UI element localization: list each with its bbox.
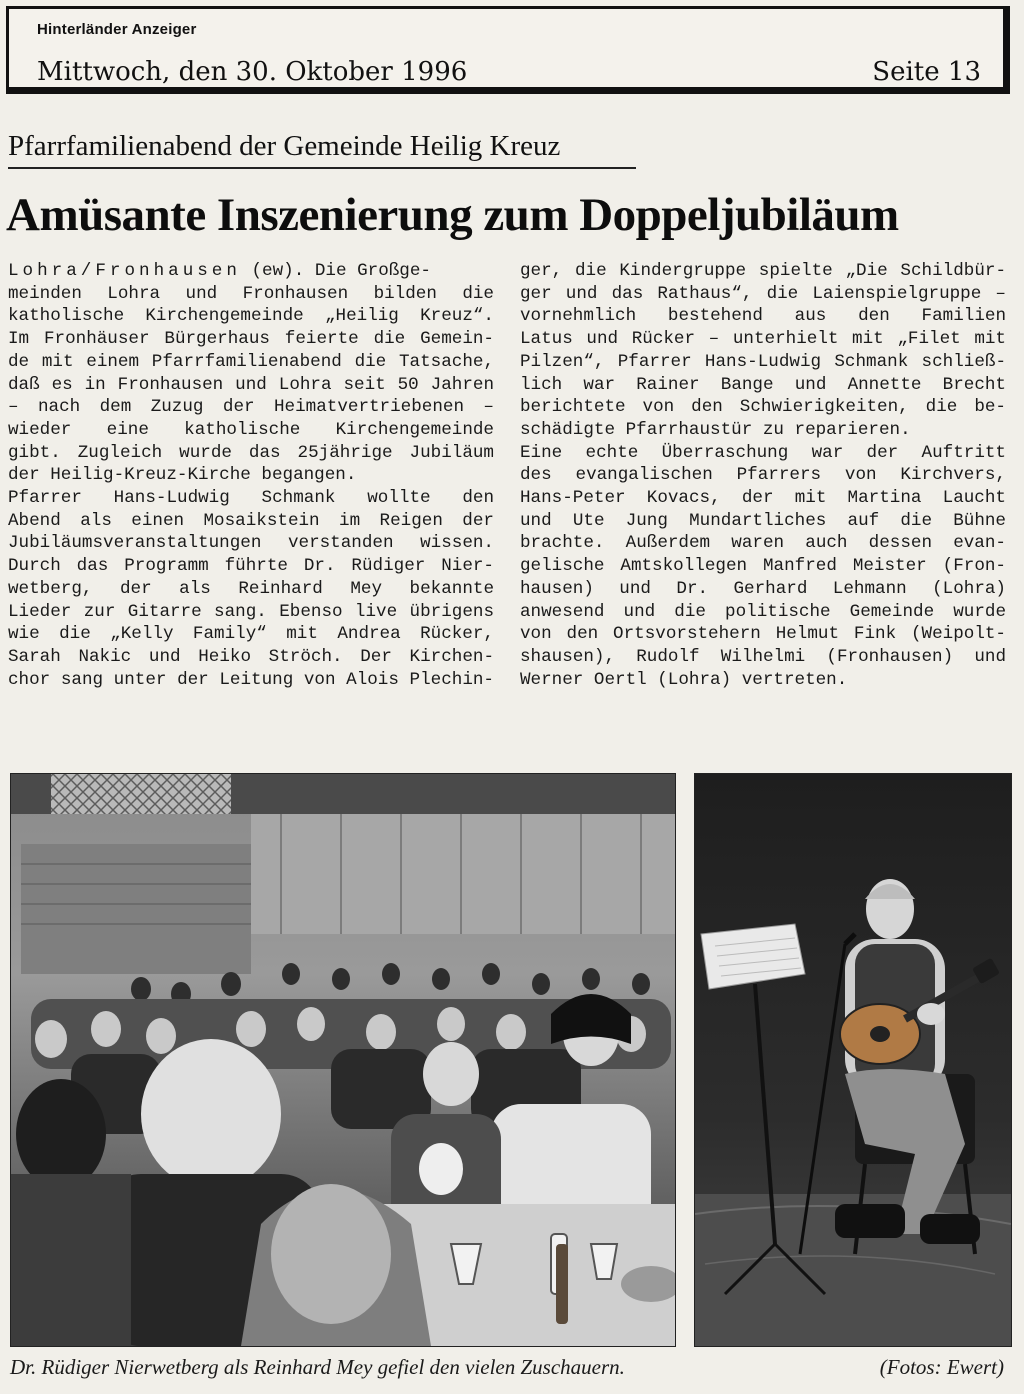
photo-caption: Dr. Rüdiger Nierwetberg als Reinhard Mey gefiel den vielen Zuschauern. bbox=[10, 1355, 625, 1379]
photo-credit: (Fotos: Ewert) bbox=[879, 1355, 1004, 1379]
article-line: anwesend und die politische Gemeinde wurde bbox=[520, 601, 1006, 622]
article-column-left bbox=[8, 260, 494, 691]
article-line: vornehmlich bestehend aus den Familien bbox=[520, 306, 1006, 327]
singer-photo-drawing bbox=[695, 774, 1011, 1346]
article-line: ger und das Rathaus“, die Laienspielgruppe – bbox=[520, 283, 1006, 304]
article-line: – nach dem Zuzug der Heimatvertriebenen – bbox=[8, 397, 494, 418]
article-dateline: Lohra/Fronhausen bbox=[8, 261, 241, 281]
article-line: de mit einem Pfarrfamilienabend die Tatsache, bbox=[8, 351, 494, 372]
article-line-text: (ew). Die Großge- bbox=[240, 261, 431, 281]
article-line: Abend als einen Mosaikstein im Reigen der bbox=[8, 510, 494, 531]
article-line: hausen) und Dr. Gerhard Lehmann (Lohra) bbox=[520, 578, 1006, 599]
article-line: lich war Rainer Bange und Annette Brecht bbox=[520, 374, 1006, 395]
singer-photo bbox=[694, 773, 1012, 1347]
article-line: wetberg, der als Reinhard Mey bekannte bbox=[8, 578, 494, 599]
newspaper-name: Hinterländer Anzeiger bbox=[37, 21, 197, 38]
article-line: shausen), Rudolf Wilhelmi (Fronhausen) und bbox=[520, 646, 1006, 667]
article-line: Im Fronhäuser Bürgerhaus feierte die Gemein- bbox=[8, 329, 494, 350]
article-line: Eine echte Überraschung war der Auftritt bbox=[520, 442, 1006, 463]
article-line: von den Ortsvorstehern Helmut Fink (Weipolt- bbox=[520, 624, 1006, 645]
article-line: gelische Amtskollegen Manfred Meister (Fron- bbox=[520, 556, 1006, 577]
article-kicker: Pfarrfamilienabend der Gemeinde Heilig Kreuz bbox=[8, 130, 636, 169]
audience-photo-drawing bbox=[11, 774, 675, 1346]
audience-photo bbox=[10, 773, 676, 1347]
article-line bbox=[8, 260, 494, 283]
article-line: wie die „Kelly Family“ mit Andrea Rücker, bbox=[8, 624, 494, 645]
page-number: Seite 13 bbox=[872, 57, 981, 87]
article-line: wieder eine katholische Kirchengemeinde bbox=[8, 419, 494, 440]
article-line: Pfarrer Hans-Ludwig Schmank wollte den bbox=[8, 488, 494, 509]
article-line: gibt. Zugleich wurde das 25jährige Jubiläum bbox=[8, 442, 494, 463]
article-line: meinden Lohra und Fronhausen bilden die bbox=[8, 283, 494, 304]
article-line: Sarah Nakic und Heiko Ströch. Der Kirchen- bbox=[8, 646, 494, 667]
issue-date: Mittwoch, den 30. Oktober 1996 bbox=[37, 57, 468, 87]
article-line: und Ute Jung Mundartliches auf die Bühne bbox=[520, 510, 1006, 531]
article-line: berichtete von den Schwierigkeiten, die be- bbox=[520, 397, 1006, 418]
article-line: Hans-Peter Kovacs, der mit Martina Laucht bbox=[520, 488, 1006, 509]
article-line: brachte. Außerdem waren auch dessen evan- bbox=[520, 533, 1006, 554]
article-line: ger, die Kindergruppe spielte „Die Schildbür- bbox=[520, 261, 1006, 281]
article-line: Pilzen“, Pfarrer Hans-Ludwig Schmank schließ- bbox=[520, 351, 1006, 372]
article-line: Latus und Rücker – unterhielt mit „Filet mit bbox=[520, 329, 1006, 350]
article-line: Lieder zur Gitarre sang. Ebenso live übrigens bbox=[8, 601, 494, 622]
article-line: Jubiläumsveranstaltungen verstanden wissen. bbox=[8, 533, 494, 554]
article-line: katholische Kirchengemeinde „Heilig Kreuz“. bbox=[8, 306, 494, 327]
article-headline: Amüsante Inszenierung zum Doppeljubiläum bbox=[6, 189, 899, 241]
article-line: der Heilig-Kreuz-Kirche begangen. bbox=[8, 465, 357, 486]
article-line: des evangalischen Pfarrers von Kirchvers, bbox=[520, 465, 1006, 486]
article-column-right bbox=[520, 260, 1006, 691]
article-line: Durch das Programm führte Dr. Rüdiger Nier- bbox=[8, 556, 494, 577]
masthead bbox=[6, 6, 1010, 94]
article-line: chor sang unter der Leitung von Alois Plechin- bbox=[8, 669, 494, 690]
article-line: Werner Oertl (Lohra) vertreten. bbox=[520, 669, 848, 690]
article-line: schädigte Pfarrhaustür zu reparieren. bbox=[520, 419, 911, 440]
article-line: daß es in Fronhausen und Lohra seit 50 Jahren bbox=[8, 374, 494, 395]
